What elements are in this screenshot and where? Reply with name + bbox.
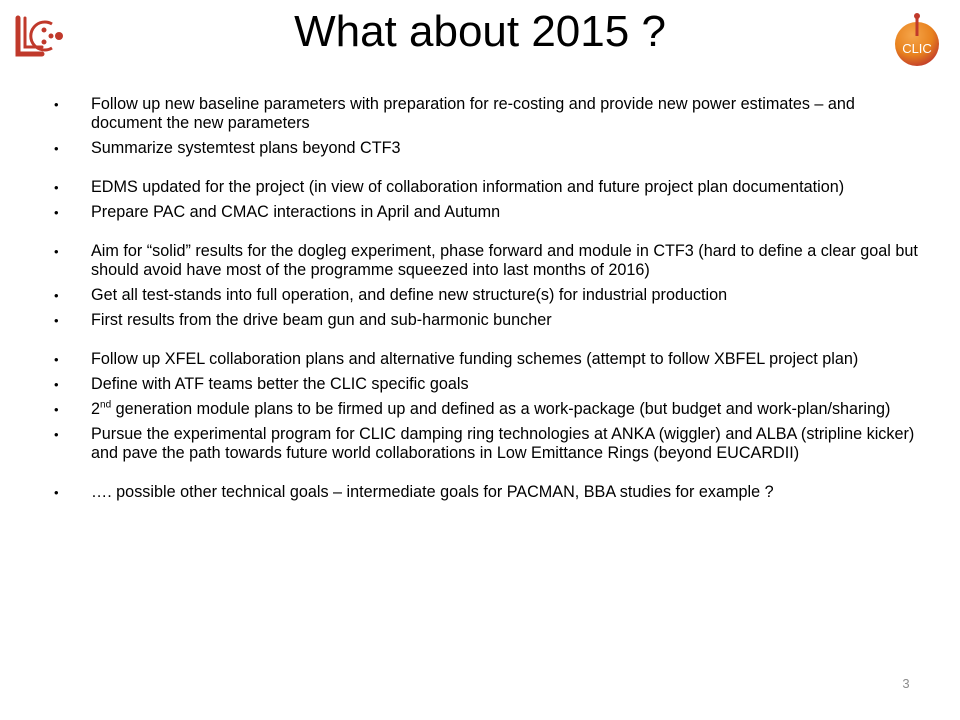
bullet-text: Prepare PAC and CMAC interactions in April and Autumn: [91, 203, 501, 221]
bullet-icon: •: [54, 377, 59, 392]
bullet-item: [54, 95, 924, 133]
page-number: 3: [902, 676, 910, 691]
bullet-text: First results from the drive beam gun and sub-harmonic buncher: [91, 311, 552, 329]
bullet-text: generation module plans to be firmed up and defined as a work-package (but budget and work-plan/sharing): [111, 400, 891, 418]
bullet-item: [54, 286, 924, 305]
bullet-icon: •: [54, 205, 59, 220]
bullet-icon: •: [54, 141, 59, 156]
bullet-icon: •: [54, 180, 59, 195]
bullet-icon: •: [54, 313, 59, 328]
bullet-item: [54, 178, 924, 197]
bullet-icon: •: [54, 402, 59, 417]
bullet-text: Pursue the experimental program for CLIC damping ring technologies at ANKA (wiggler) and ALBA (stripline kicker) and pave the path towards future world collaborations in Low Emittance Rings (beyond EUCARDII): [91, 425, 915, 462]
bullet-item: [54, 242, 924, 280]
clic-logo-icon: [893, 12, 941, 68]
bullet-item: [54, 483, 924, 502]
bullet-icon: •: [54, 244, 59, 259]
bullet-item: [54, 425, 924, 463]
bullet-list: [54, 95, 924, 502]
bullet-item: [54, 350, 924, 369]
slide-title: What about 2015 ?: [294, 7, 666, 56]
bullet-text: …. possible other technical goals – intermediate goals for PACMAN, BBA studies for example ?: [91, 483, 774, 501]
bullet-text: Summarize systemtest plans beyond CTF3: [91, 139, 401, 157]
bullet-text: EDMS updated for the project (in view of collaboration information and future project plan documentation): [91, 178, 845, 196]
bullet-text: Define with ATF teams better the CLIC specific goals: [91, 375, 469, 393]
bullet-icon: •: [54, 427, 59, 442]
bullet-item: [54, 375, 924, 394]
bullet-text: Aim for “solid” results for the dogleg experiment, phase forward and module in CTF3 (hard to define a clear goal but should avoid have most of the programme squeezed into last months of 2016): [91, 242, 918, 279]
bullet-icon: •: [54, 352, 59, 367]
bullet-prefix: 2: [91, 400, 101, 418]
bullet-item: [54, 203, 924, 222]
bullet-item: [54, 139, 924, 158]
clic-logo-text: CLIC: [902, 41, 932, 56]
bullet-icon: •: [54, 485, 59, 500]
bullet-icon: •: [54, 288, 59, 303]
bullet-icon: •: [54, 97, 59, 112]
bullet-item: [54, 400, 924, 419]
bullet-text: Get all test-stands into full operation, and define new structure(s) for industrial production: [91, 286, 728, 304]
bullet-superscript: nd: [100, 399, 112, 411]
bullet-item: [54, 311, 924, 330]
bullet-text: Follow up XFEL collaboration plans and alternative funding schemes (attempt to follow XBFEL project plan): [91, 350, 859, 368]
bullet-text: Follow up new baseline parameters with preparation for re-costing and provide new power estimates – and document the new parameters: [91, 95, 855, 132]
